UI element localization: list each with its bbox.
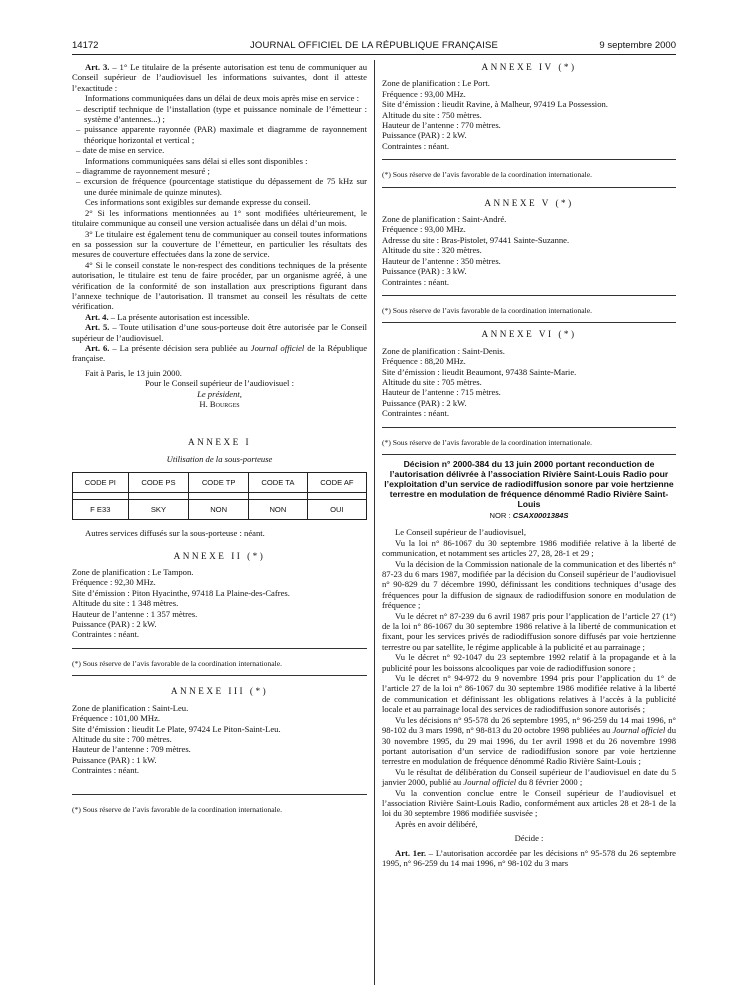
info-exigible: Ces informations sont exigibles sur demande expresse du conseil. (85, 197, 311, 208)
visa-4: Vu le décret n° 92-1047 du 23 septembre 1992 relatif à la propagande et à la publicité pour les boissons alcooliques par voie de radiodiffusion sonore ; (382, 652, 676, 673)
annex-2-line: Hauteur de l’antenne : 1 357 mètres. (72, 608, 198, 619)
info-delay-item: – puissance apparente rayonnée (PAR) maximale et diagramme de rayonnement théorique horizontal et vertical ; (76, 124, 367, 145)
article-1: Art. 1er. – L’autorisation accordée par les décisions n° 95-578 du 26 septembre 1995, n° 96-259 du 14 mai 1996, n° 98-102 du 3 mars (382, 847, 677, 868)
annex-2-rule (72, 648, 367, 649)
signature-line-1: Pour le Conseil supérieur de l’audiovisuel : (145, 378, 294, 389)
conseil-intro: Le Conseil supérieur de l’audiovisuel, (395, 527, 527, 538)
visa-2: Vu la décision de la Commission nationale de la communication et des libertés n° 87-23 du 6 mars 1987, modifiée par la décision du Conseil supérieur de l’audiovisuel n° 90-829 du 7 décembre 1990, définissant les conditions techniques d’usage des fréquences pour la diffusion de signaux de radiodiffusion sonore en modulation de fréquence ; (382, 558, 676, 611)
annex-5-line: Puissance (PAR) : 3 kW. (382, 266, 467, 277)
annex-3-line: Fréquence : 101,00 MHz. (72, 713, 161, 724)
annex-4-rule-bottom (382, 187, 676, 188)
table-header-cell: CODE AF (307, 473, 366, 493)
article-5: Art. 5. – Toute utilisation d’une sous-porteuse doit être autorisée par le Conseil supérieur de l’audiovisuel. (72, 322, 368, 343)
journal-title: JOURNAL OFFICIEL DE LA RÉPUBLIQUE FRANÇAISE (249, 40, 499, 51)
annex-5-line: Adresse du site : Bras-Pistolet, 97441 Sainte-Suzanne. (382, 234, 570, 245)
annex-3-line: Contraintes : néant. (72, 765, 140, 776)
signature-line-2: Le président, (197, 388, 242, 399)
visa-8: Vu la convention conclue entre le Conseil supérieur de l’audiovisuel et l’association Rivière Saint-Louis Radio, conformément aux articles 28 et 28-1 de la loi du 30 septembre 1986 modifiée susvisée ; (382, 787, 676, 819)
page-number: 14172 (72, 40, 99, 51)
annex-4-note: (*) Sous réserve de l’avis favorable de la coordination internationale. (382, 170, 593, 180)
table-cell: NON (249, 500, 308, 520)
info-available-intro: Informations communiquées sans délai si elles sont disponibles : (85, 155, 308, 166)
info-delay-intro: Informations communiquées dans un délai de deux mois après mise en service : (85, 93, 359, 104)
annex-4-line: Fréquence : 93,00 MHz. (382, 88, 466, 99)
right-column (382, 62, 676, 868)
annex-5-line: Zone de planification : Saint-André. (382, 214, 507, 225)
visa-5: Vu le décret n° 94-972 du 9 novembre 1994 pris pour l’application du 1° de l’article 27 de la loi n° 86-1067 du 30 septembre 1986 modifiée relative à la liberté de communication et définissant les obligations relatives à l’accès à la publicité locale et au parrainage local des services de radiodiffusion sonore autorisés ; (382, 673, 676, 715)
annex-2-line: Zone de planification : Le Tampon. (72, 567, 194, 578)
signature-name: H. Bourges (199, 399, 240, 409)
apres-deliberation: Après en avoir délibéré, (395, 818, 478, 829)
page-header (72, 38, 676, 55)
annex-2-line: Puissance (PAR) : 2 kW. (72, 619, 157, 630)
info-delay-item: – date de mise en service. (76, 145, 165, 156)
article-3: Art. 3. – 1° Le titulaire de la présente autorisation est tenu de communiquer au Conseil supérieur de l’audiovisuel les informations suivantes, dont il atteste l’exactitude : (72, 62, 368, 93)
table-cell: SKY (128, 500, 189, 520)
annex-6-line: Puissance (PAR) : 2 kW. (382, 397, 467, 408)
annex-6-line: Altitude du site : 705 mètres. (382, 376, 482, 387)
annex-5-rule-bottom (382, 322, 676, 323)
left-column (72, 62, 367, 821)
info-available-item: – diagramme de rayonnement mesuré ; (76, 166, 210, 177)
annex-6-rule-bottom (382, 454, 676, 455)
annex-6-line: Hauteur de l’antenne : 715 mètres. (382, 387, 501, 398)
paragraph-4: 4° Si le conseil constate le non-respect des conditions techniques de la présente autorisation, le titulaire est tenu de faire procéder, par un organisme agréé, à une vérification de la conformité de son installation aux prescriptions figurant dans l’annexe technique de l’autorisation. Il transmet au conseil les résultats de cette vérification. (72, 259, 367, 312)
info-delay-item: – descriptif technique de l’installation (type et puissance nominale de l’émetteur : système d’antennes...) ; (76, 103, 367, 125)
decide: Décide : (514, 833, 544, 844)
annex-3-rule (72, 794, 367, 795)
annex-4-line: Hauteur de l’antenne : 770 mètres. (382, 120, 501, 131)
fait-a-paris: Fait à Paris, le 13 juin 2000. (85, 367, 182, 378)
visa-3: Vu le décret n° 87-239 du 6 avril 1987 pris pour l’application de l’article 27 (1°) de la loi n° 86-1067 du 30 septembre 1986 relative à la liberté de communication et fixant, pour les services privés de radiodiffusion sonore diffusés par voie hertzienne terrestre ou par satellite, le régime applicable à la publicité et au parrainage ; (382, 610, 676, 652)
annex-1-title: ANNEXE I (187, 437, 252, 448)
table-header-cell: CODE TA (249, 473, 308, 493)
annex-5-title: ANNEXE V (*) (484, 197, 574, 208)
annex-4-line: Zone de planification : Le Port. (382, 78, 490, 89)
annex-6-line: Zone de planification : Saint-Denis. (382, 345, 505, 356)
annex-5-line: Fréquence : 93,00 MHz. (382, 224, 466, 235)
decision-title: Décision n° 2000-384 du 13 juin 2000 portant reconduction de l’autorisation délivrée à l’association Rivière Saint-Louis Radio pour l’exploitation d’un service de radiodiffusion sonore par voie hertzienne terrestre en modulation de fréquence dénommé Radio Rivière Saint-Louis (384, 458, 674, 509)
annex-2-line: Fréquence : 92,30 MHz. (72, 577, 156, 588)
annex-5-rule (382, 295, 676, 296)
table-header-cell: CODE PI (73, 473, 129, 493)
annex-6-note: (*) Sous réserve de l’avis favorable de la coordination internationale. (382, 437, 593, 447)
annex-5-line: Hauteur de l’antenne : 350 mètres. (382, 255, 501, 266)
annex-6-title: ANNEXE VI (*) (481, 329, 577, 340)
annex-4-title: ANNEXE IV (*) (481, 62, 577, 72)
visa-7: Vu le résultat de délibération du Conseil supérieur de l’audiovisuel en date du 5 janvier 2000, publié au Journal officiel du 8 février 2000 ; (382, 766, 676, 788)
annex-4-line: Contraintes : néant. (382, 140, 450, 151)
annex-2-note: (*) Sous réserve de l’avis favorable de la coordination internationale. (72, 658, 283, 668)
info-available-item: – excursion de fréquence (pourcentage statistique du dépassement de 75 kHz sur une durée minimale de quinze minutes). (76, 176, 367, 197)
column-divider (374, 60, 375, 985)
annex-2-line: Contraintes : néant. (72, 629, 140, 640)
article-4: Art. 4. – La présente autorisation est incessible. (85, 311, 250, 322)
visa-6: Vu les décisions n° 95-578 du 26 septembre 1995, n° 96-259 du 14 mai 1996, n° 98-102 du 3 mars 1998, n° 98-813 du 20 octobre 1998 publiées au Journal officiel du 30 novembre 1995, du 29 mai 1996, du 1er avril 1998 et du 26 novembre 1998 portant autorisation d’un service de radiodiffusion sonore par voie hertzienne terrestre en modulation de fréquence dénommé Radio Rivière Saint-Louis ; (382, 714, 676, 767)
annex-5-line: Altitude du site : 320 mètres. (382, 245, 482, 256)
article-6: Art. 6. – La présente décision sera publiée au Journal officiel de la République française. (72, 342, 368, 364)
annex-4-line: Puissance (PAR) : 2 kW. (382, 130, 467, 141)
annex-3-line: Puissance (PAR) : 1 kW. (72, 754, 157, 765)
table-row (73, 500, 367, 520)
annex-6-line: Contraintes : néant. (382, 408, 450, 419)
annex-1-subtitle: Utilisation de la sous-porteuse (166, 453, 273, 464)
annex-3-title: ANNEXE III (*) (170, 686, 269, 697)
annex-4-line: Altitude du site : 750 mètres. (382, 109, 482, 120)
issue-date: 9 septembre 2000 (599, 40, 676, 51)
annex-2-rule-bottom (72, 675, 367, 676)
visa-1: Vu la loi n° 86-1067 du 30 septembre 1986 modifiée relative à la liberté de communication, et notamment ses articles 27, 28, 28-1 et 29 ; (382, 537, 676, 559)
annex-6-rule (382, 427, 676, 428)
annex-2-title: ANNEXE II (*) (173, 550, 266, 561)
annex-2-line: Altitude du site : 1 348 mètres. (72, 598, 179, 609)
table-cell: F E33 (73, 500, 129, 520)
table-header-cell: CODE PS (128, 473, 189, 493)
annex-3-line: Site d’émission : lieudit Le Plate, 97424 Le Piton-Saint-Leu. (72, 723, 281, 734)
annex-5-note: (*) Sous réserve de l’avis favorable de la coordination internationale. (382, 305, 593, 315)
annex-6-line: Site d’émission : lieudit Beaumont, 97438 Sainte-Marie. (382, 366, 577, 377)
table-cell: OUI (307, 500, 366, 520)
table-header-cell: CODE TP (189, 473, 249, 493)
annex-4-line: Site d’émission : lieudit Ravine, à Malheur, 97419 La Possession. (382, 99, 608, 110)
annex-5-line: Contraintes : néant. (382, 276, 450, 287)
annex-6-line: Fréquence : 88,20 MHz. (382, 356, 466, 367)
annex-3-line: Zone de planification : Saint-Leu. (72, 702, 189, 713)
annex-3-line: Hauteur de l’antenne : 709 mètres. (72, 744, 191, 755)
annex-3-note: (*) Sous réserve de l’avis favorable de la coordination internationale. (72, 804, 283, 814)
annex-2-line: Site d’émission : Piton Hyacinthe, 97418 La Plaine-des-Cafres. (72, 587, 290, 598)
table-cell: NON (189, 500, 249, 520)
subcarrier-table (72, 472, 367, 520)
paragraph-2: 2° Si les informations mentionnées au 1° sont modifiées ultérieurement, le titulaire communique au conseil une version actualisée dans un délai d’un mois. (72, 207, 367, 229)
annex-3-line: Altitude du site : 700 mètres. (72, 733, 172, 744)
paragraph-3: 3° Le titulaire est également tenu de communiquer au conseil toutes informations en sa possession sur la couverture de l’émetteur, en particulier les résultats des mesures de couverture effectuées dans la zone de service. (72, 228, 367, 260)
autres-services: Autres services diffusés sur la sous-porteuse : néant. (85, 528, 265, 539)
annex-4-rule (382, 159, 676, 160)
nor-reference: NOR : CSAX0001384S (489, 510, 569, 520)
